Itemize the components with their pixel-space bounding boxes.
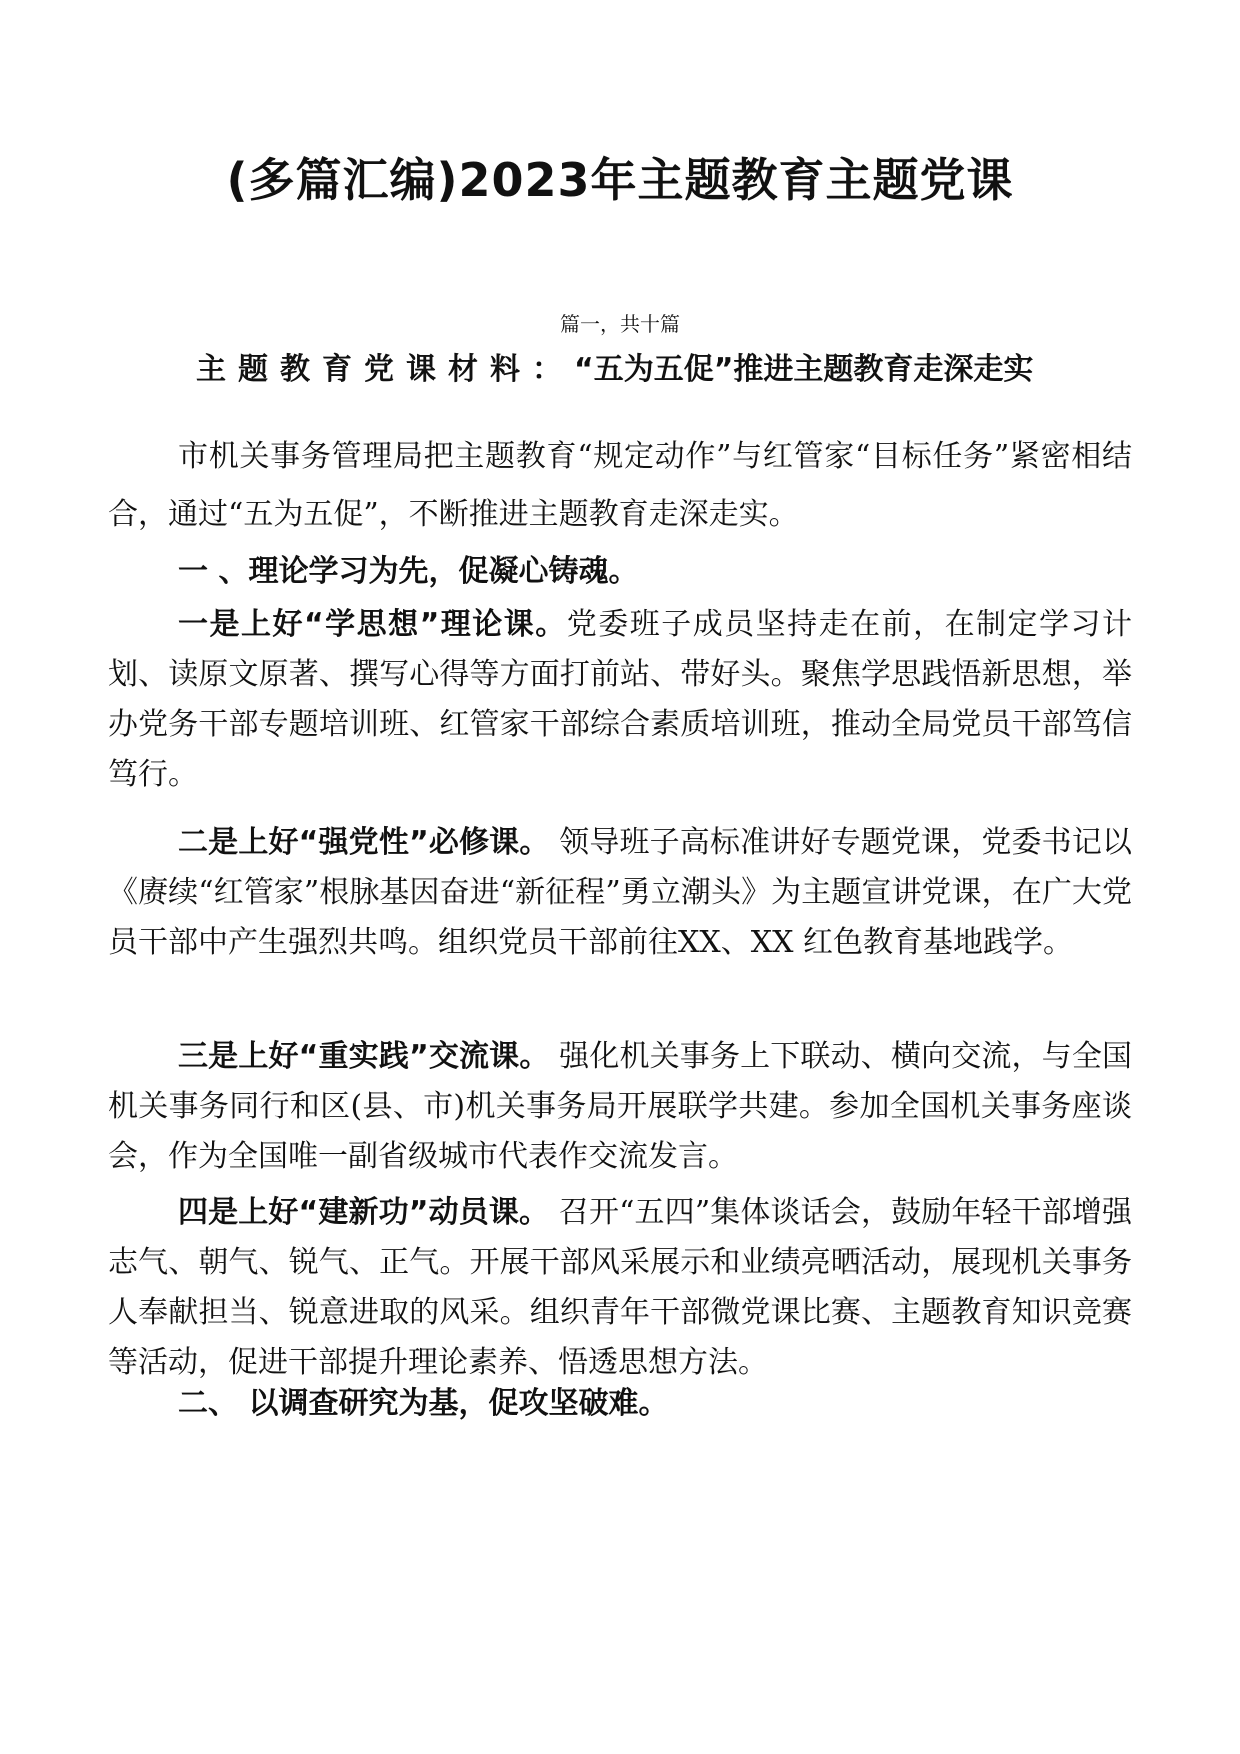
article-title-prefix: 主题教育党课材料：	[196, 352, 574, 387]
paragraph-lead: 一是上好“学思想”理论课。	[178, 607, 567, 642]
paragraph-text: 领导班子高标准讲好专题党课，党委书记以《赓续“红管家”根脉基因奋进“新征程”勇立潮头》为主题宣讲党课，在广大党员干部中产生强烈共鸣。组织党员干部前往XX、XX 红色教育基地践学。	[108, 825, 1132, 960]
article-title-suffix: “五为五促”推进主题教育走深走实	[574, 352, 1034, 387]
paragraph-text: 召开“五四”集体谈话会，鼓励年轻干部增强志气、朝气、锐气、正气。开展干部风采展示和业绩亮晒活动，展现机关事务人奉献担当、锐意进取的风采。组织青年干部微党课比赛、主题教育知识竞赛等活动，促进干部提升理论素养、悟透思想方法。	[108, 1195, 1132, 1380]
paragraph-2	[108, 818, 1132, 968]
part-label: 篇一，共十篇	[560, 312, 680, 336]
section-heading-2: 二、 以调查研究为基，促攻坚破难。	[178, 1386, 669, 1421]
section-heading-1: 一 、理论学习为先，促凝心铸魂。	[178, 554, 639, 589]
paragraph-lead: 四是上好“建新功”动员课。	[178, 1195, 550, 1230]
paragraph-1	[108, 600, 1132, 800]
paragraph-text: 强化机关事务上下联动、横向交流，与全国机关事务同行和区(县、市)机关事务局开展联学共建。参加全国机关事务座谈会，作为全国唯一副省级城市代表作交流发言。	[108, 1039, 1132, 1174]
paragraph-3	[108, 1032, 1132, 1182]
paragraph-lead: 二是上好“强党性”必修课。	[178, 825, 550, 860]
paragraph-lead: 三是上好“重实践”交流课。	[178, 1039, 550, 1074]
article-title	[196, 352, 1156, 388]
document-title: (多篇汇编)2023年主题教育主题党课	[226, 153, 1014, 207]
paragraph-text: 党委班子成员坚持走在前，在制定学习计划、读原文原著、撰写心得等方面打前站、带好头。聚焦学思践悟新思想，举办党务干部专题培训班、红管家干部综合素质培训班，推动全局党员干部笃信笃行。	[108, 607, 1133, 792]
paragraph-4	[108, 1188, 1132, 1388]
intro-paragraph: 市机关事务管理局把主题教育“规定动作”与红管家“目标任务”紧密相结合，通过“五为五促”，不断推进主题教育走深走实。	[108, 439, 1132, 532]
